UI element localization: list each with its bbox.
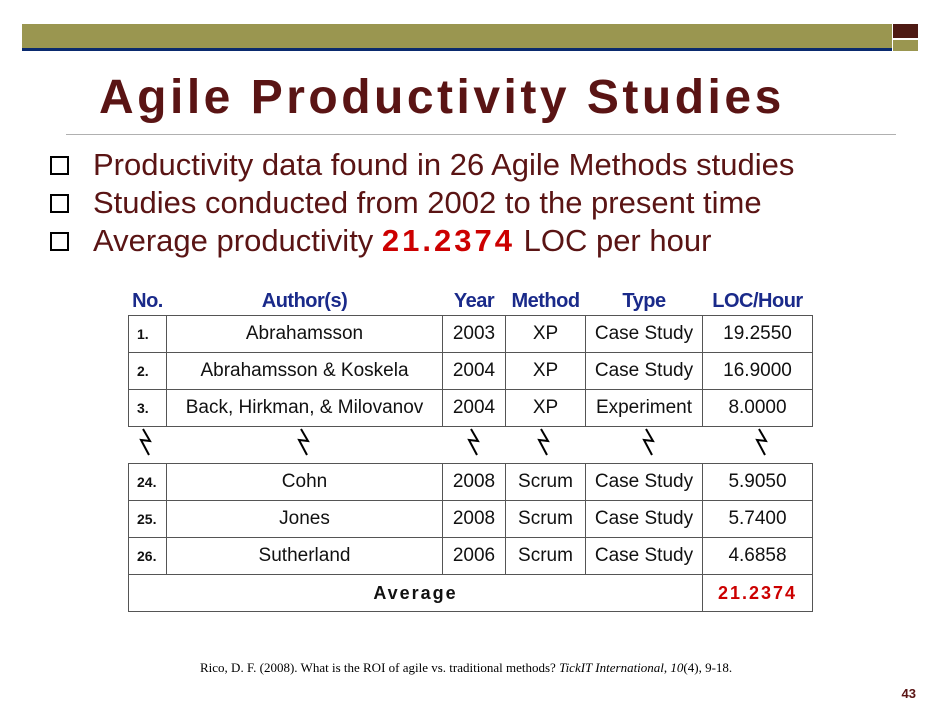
corner-decor-top	[893, 24, 918, 38]
bullet-item	[50, 146, 794, 184]
average-highlight: 21.2374	[381, 223, 515, 258]
cell-author: Back, Hirkman, & Milovanov	[167, 390, 443, 427]
table-row	[129, 316, 813, 353]
cell-type: Case Study	[586, 353, 703, 390]
cell-no: 24.	[129, 464, 167, 501]
bullet-prefix: Average productivity	[93, 223, 382, 258]
cell-loc: 5.7400	[703, 501, 813, 538]
bullet-list	[50, 146, 794, 260]
cell-no: 1.	[129, 316, 167, 353]
cell-no: 26.	[129, 538, 167, 575]
cell-method: Scrum	[506, 501, 586, 538]
cell-no: 3.	[129, 390, 167, 427]
average-row	[129, 575, 813, 612]
citation-pages: (4), 9-18.	[683, 660, 733, 675]
cell-loc: 8.0000	[703, 390, 813, 427]
cell-year: 2004	[443, 390, 506, 427]
cell-loc: 16.9000	[703, 353, 813, 390]
bullet-item	[50, 184, 794, 222]
citation-text: Rico, D. F. (2008). What is the ROI of agile vs. traditional methods?	[200, 660, 560, 675]
cell-method: XP	[506, 353, 586, 390]
header-year: Year	[453, 289, 495, 312]
citation-sep: ,	[663, 660, 671, 675]
average-label: Average	[129, 575, 703, 612]
cell-no: 25.	[129, 501, 167, 538]
bullet-suffix: LOC per hour	[514, 223, 712, 258]
cell-author: Abrahamsson	[167, 316, 443, 353]
square-bullet-icon	[50, 194, 69, 213]
header-method: Method	[511, 289, 580, 312]
cell-type: Case Study	[586, 501, 703, 538]
studies-table-bottom	[128, 463, 813, 612]
table-row	[129, 353, 813, 390]
title-divider	[66, 134, 896, 135]
table-row	[129, 538, 813, 575]
cell-year: 2006	[443, 538, 506, 575]
bullet-text: Productivity data found in 26 Agile Methods studies	[93, 147, 795, 182]
table-row	[129, 501, 813, 538]
top-decor-bar	[22, 24, 892, 48]
citation	[200, 660, 732, 676]
header-type: Type	[622, 289, 666, 312]
cell-year: 2008	[443, 464, 506, 501]
break-mark-icon	[644, 429, 653, 455]
cell-author: Abrahamsson & Koskela	[167, 353, 443, 390]
bullet-text	[93, 223, 711, 259]
header-no: No.	[132, 289, 163, 312]
break-mark-icon	[469, 429, 478, 455]
cell-type: Case Study	[586, 538, 703, 575]
cell-year: 2004	[443, 353, 506, 390]
bullet-text: Studies conducted from 2002 to the present time	[93, 185, 762, 220]
cell-method: Scrum	[506, 538, 586, 575]
cell-year: 2008	[443, 501, 506, 538]
table-header-row	[129, 287, 813, 316]
break-mark-icon	[141, 429, 150, 455]
cell-year: 2003	[443, 316, 506, 353]
bullet-item	[50, 222, 794, 260]
cell-method: Scrum	[506, 464, 586, 501]
break-mark-icon	[299, 429, 308, 455]
cell-no: 2.	[129, 353, 167, 390]
square-bullet-icon	[50, 232, 69, 251]
cell-type: Case Study	[586, 464, 703, 501]
row-break-marks	[0, 425, 942, 459]
cell-author: Sutherland	[167, 538, 443, 575]
cell-loc: 5.9050	[703, 464, 813, 501]
average-value: 21.2374	[703, 575, 813, 612]
cell-author: Jones	[167, 501, 443, 538]
citation-journal: TickIT International	[559, 660, 664, 675]
cell-author: Cohn	[167, 464, 443, 501]
header-loc-hour: LOC/Hour	[712, 289, 803, 312]
top-decor-line	[22, 48, 892, 51]
cell-loc: 19.2550	[703, 316, 813, 353]
cell-method: XP	[506, 390, 586, 427]
break-mark-icon	[539, 429, 548, 455]
square-bullet-icon	[50, 156, 69, 175]
break-mark-icon	[757, 429, 766, 455]
corner-decor-bottom	[893, 40, 918, 51]
cell-type: Experiment	[586, 390, 703, 427]
studies-table-top	[128, 287, 813, 427]
cell-loc: 4.6858	[703, 538, 813, 575]
header-authors: Author(s)	[261, 289, 348, 312]
cell-type: Case Study	[586, 316, 703, 353]
citation-volume: 10	[670, 660, 684, 675]
table-row	[129, 390, 813, 427]
slide-title: Agile Productivity Studies	[99, 71, 785, 124]
page-number: 43	[901, 686, 916, 701]
cell-method: XP	[506, 316, 586, 353]
table-row	[129, 464, 813, 501]
